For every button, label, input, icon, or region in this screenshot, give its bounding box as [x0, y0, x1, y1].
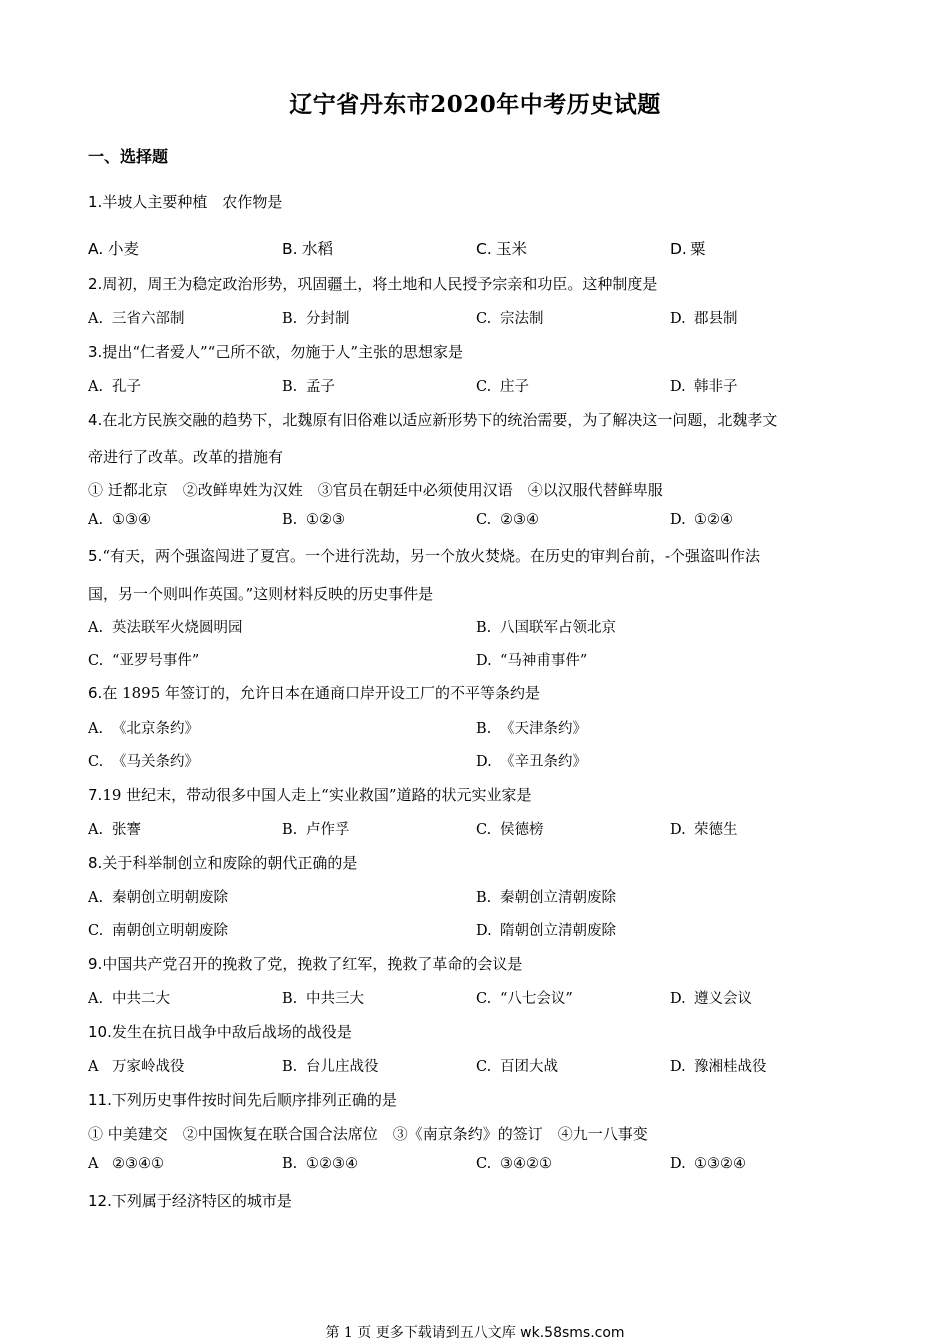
- option-d[interactable]: D. 韩非子: [670, 379, 738, 395]
- section-heading: 一、选择题: [88, 147, 169, 166]
- option-c[interactable]: C. ③④②①: [476, 1156, 552, 1172]
- question-10-stem: 10.发生在抗日战争中敌后战场的战役是: [88, 1023, 352, 1041]
- question-6-stem: 6.在 1895 年签订的，允许日本在通商口岸开设工厂的不平等条约是: [88, 684, 541, 702]
- option-c[interactable]: C. 宗法制: [476, 311, 544, 327]
- question-8-stem: 8.关于科举制创立和废除的朝代正确的是: [88, 854, 358, 872]
- option-b[interactable]: B. ①②③: [282, 512, 345, 528]
- question-5-options-row-2: [88, 649, 868, 671]
- option-c[interactable]: C. 玉米: [476, 240, 528, 258]
- option-b[interactable]: B. 八国联军占领北京: [476, 620, 616, 636]
- question-11-choices-list: ① 中美建交 ②中国恢复在联合国合法席位 ③《南京条约》的签订 ④九一八事变: [88, 1125, 648, 1143]
- question-1-stem: 1.半坡人主要种植 农作物是: [88, 193, 283, 211]
- option-b[interactable]: B. 《天津条约》: [476, 721, 587, 737]
- question-11-options: [88, 1156, 868, 1178]
- option-c[interactable]: C. 庄子: [476, 379, 529, 395]
- question-9-options: [88, 987, 868, 1009]
- option-d[interactable]: D. 豫湘桂战役: [670, 1059, 767, 1075]
- question-10-options: [88, 1055, 868, 1077]
- option-b[interactable]: B. 分封制: [282, 311, 350, 327]
- question-5-stem-continued: 国，另一个则叫作英国。”这则材料反映的历史事件是: [88, 585, 434, 603]
- option-d[interactable]: D. 荣德生: [670, 822, 738, 838]
- option-a[interactable]: A. 张謇: [88, 822, 141, 838]
- question-12-stem: 12.下列属于经济特区的城市是: [88, 1192, 292, 1210]
- option-b[interactable]: B. 中共三大: [282, 991, 364, 1007]
- option-a[interactable]: A. 小麦: [88, 240, 140, 258]
- option-d[interactable]: D. 隋朝创立清朝废除: [476, 923, 616, 939]
- option-a[interactable]: A. ①③④: [88, 512, 151, 528]
- question-11-stem: 11.下列历史事件按时间先后顺序排列正确的是: [88, 1091, 397, 1109]
- question-9-stem: 9.中国共产党召开的挽救了党，挽救了红军，挽救了革命的会议是: [88, 955, 523, 973]
- question-4-stem: 4.在北方民族交融的趋势下，北魏原有旧俗难以适应新形势下的统治需要，为了解决这一问题，北魏孝文: [88, 411, 778, 429]
- option-d[interactable]: D. ①③②④: [670, 1156, 746, 1172]
- option-a[interactable]: A ②③④①: [88, 1156, 164, 1172]
- option-a[interactable]: A. 孔子: [88, 379, 141, 395]
- option-b[interactable]: B. 孟子: [282, 379, 335, 395]
- footer-site-link[interactable]: wk.58sms.com: [520, 1325, 625, 1341]
- question-4-options: [88, 512, 868, 534]
- option-a[interactable]: A. 英法联军火烧圆明园: [88, 620, 243, 636]
- question-1-options: [88, 237, 868, 259]
- footer-page-text: 第 1 页 更多下载请到五八文库: [325, 1325, 516, 1341]
- question-6-options-row-1: [88, 717, 868, 739]
- option-d[interactable]: D. 遵义会议: [670, 991, 752, 1007]
- option-b[interactable]: B. ①②③④: [282, 1156, 358, 1172]
- option-d[interactable]: D. 郡县制: [670, 311, 738, 327]
- option-a[interactable]: A. 《北京条约》: [88, 721, 199, 737]
- option-a[interactable]: A. 中共二大: [88, 991, 170, 1007]
- option-c[interactable]: C. 侯德榜: [476, 822, 544, 838]
- option-c[interactable]: C. 南朝创立明朝废除: [88, 923, 228, 939]
- option-d[interactable]: D. 《辛丑条约》: [476, 754, 587, 770]
- question-7-options: [88, 818, 868, 840]
- page-footer: [0, 1322, 950, 1342]
- option-b[interactable]: B. 秦朝创立清朝废除: [476, 890, 616, 906]
- option-c[interactable]: C. “八七会议”: [476, 991, 573, 1007]
- option-b[interactable]: B. 水稻: [282, 240, 334, 258]
- question-7-stem: 7.19 世纪末，带动很多中国人走上“实业救国”道路的状元实业家是: [88, 786, 532, 804]
- option-a[interactable]: A 万家岭战役: [88, 1059, 185, 1075]
- option-a[interactable]: A. 秦朝创立明朝废除: [88, 890, 228, 906]
- option-c[interactable]: C. 《马关条约》: [88, 754, 199, 770]
- question-5-options-row-1: [88, 616, 868, 638]
- option-a[interactable]: A. 三省六部制: [88, 311, 185, 327]
- question-6-options-row-2: [88, 750, 868, 772]
- option-c[interactable]: C. 百团大战: [476, 1059, 558, 1075]
- option-d[interactable]: D. 粟: [670, 240, 706, 258]
- option-d[interactable]: D. ①②④: [670, 512, 733, 528]
- page-title: 辽宁省丹东市2020年中考历史试题: [289, 91, 661, 118]
- question-2-stem: 2.周初，周王为稳定政治形势，巩固疆土，将土地和人民授予宗亲和功臣。这种制度是: [88, 275, 658, 293]
- question-3-options: [88, 375, 868, 397]
- option-b[interactable]: B. 卢作孚: [282, 822, 350, 838]
- option-c[interactable]: C. “亚罗号事件”: [88, 653, 200, 669]
- question-5-stem: 5.“有天，两个强盗闯进了夏宫。一个进行洗劫，另一个放火焚烧。在历史的审判台前，-个强盗叫作法: [88, 547, 761, 565]
- question-8-options-row-1: [88, 886, 868, 908]
- option-b[interactable]: B. 台儿庄战役: [282, 1059, 379, 1075]
- question-4-stem-continued: 帝进行了改革。改革的措施有: [88, 448, 284, 466]
- question-3-stem: 3.提出“仁者爱人”“己所不欲，勿施于人”主张的思想家是: [88, 343, 463, 361]
- question-8-options-row-2: [88, 919, 868, 941]
- question-4-choices-list: ① 迁都北京 ②改鲜卑姓为汉姓 ③官员在朝廷中必须使用汉语 ④以汉服代替鲜卑服: [88, 481, 663, 499]
- option-c[interactable]: C. ②③④: [476, 512, 539, 528]
- option-d[interactable]: D. “马神甫事件”: [476, 653, 588, 669]
- question-2-options: [88, 307, 868, 329]
